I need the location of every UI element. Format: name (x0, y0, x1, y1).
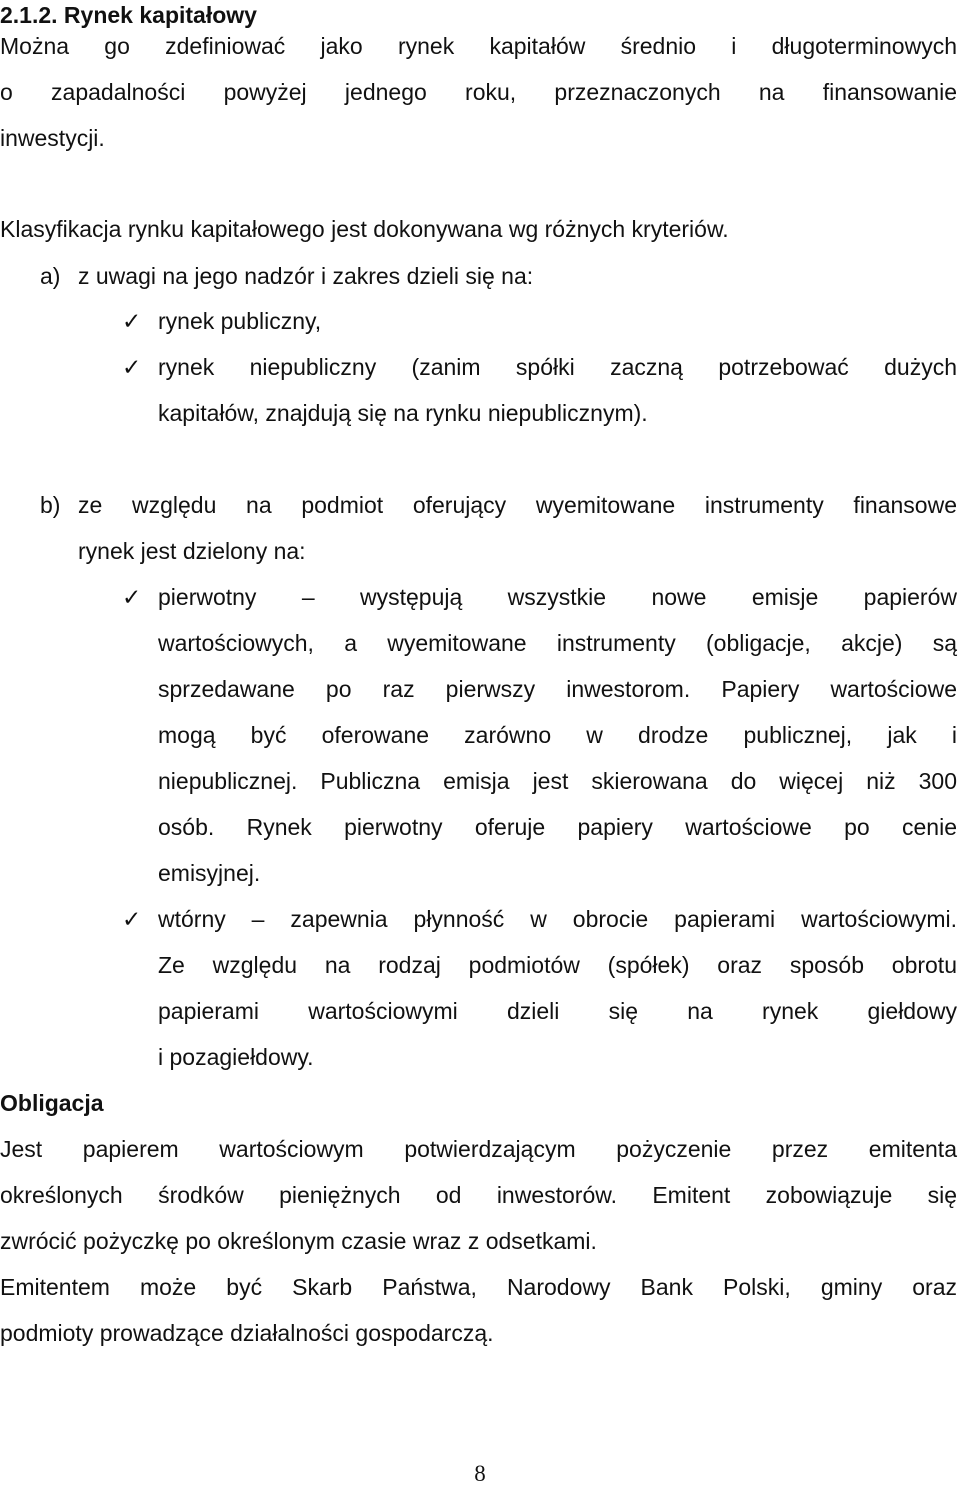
item-b (40, 492, 957, 519)
classification-text: Klasyfikacja rynku kapitałowego jest dokonywana wg różnych kryteriów. (0, 216, 729, 242)
check-icon: ✓ (122, 308, 142, 334)
item-b-text-2: rynek jest dzielony na: (78, 538, 306, 564)
section-heading: 2.1.2. Rynek kapitałowy (0, 2, 257, 28)
obligacja-para2-line-2: podmioty prowadzące działalności gospodarczą. (0, 1320, 494, 1346)
item-b-text: ze względu na podmiot oferujący wyemitowane instrumenty finansowe (78, 492, 957, 518)
item-a (40, 263, 957, 290)
item-a-bullet-1: rynek publiczny, (158, 308, 322, 334)
item-b-label: b) (40, 492, 61, 518)
page-number: 8 (474, 1461, 486, 1486)
item-a-label: a) (40, 263, 61, 289)
item-a-text: z uwagi na jego nadzór i zakres dzieli się na: (78, 263, 534, 289)
item-b-bullet-1-line-3: sprzedawane po raz pierwszy inwestorom. Papiery wartościowe (158, 676, 957, 702)
check-icon: ✓ (122, 584, 142, 610)
item-b-bullet-2-line-1: wtórny – zapewnia płynność w obrocie papierami wartościowymi. (158, 906, 957, 932)
obligacja-para1-line-3: zwrócić pożyczkę po określonym czasie wraz z odsetkami. (0, 1228, 597, 1254)
item-b-bullet-1-line-7: emisyjnej. (158, 860, 261, 886)
item-b-bullet-1-line-5: niepublicznej. Publiczna emisja jest skierowana do więcej niż 300 (158, 768, 957, 794)
item-b-bullet-1-line-2: wartościowych, a wyemitowane instrumenty (obligacje, akcje) są (158, 630, 957, 656)
item-b-bullet-2-line-3: papierami wartościowymi dzieli się na rynek giełdowy (158, 998, 957, 1024)
obligacja-para1-line-2: określonych środków pieniężnych od inwestorów. Emitent zobowiązuje się (0, 1182, 957, 1208)
check-icon: ✓ (122, 354, 142, 380)
obligacja-heading: Obligacja (0, 1090, 104, 1116)
item-b-bullet-2-line-2: Ze względu na rodzaj podmiotów (spółek) oraz sposób obrotu (158, 952, 957, 978)
intro-line-2: o zapadalności powyżej jednego roku, przeznaczonych na finansowanie (0, 79, 957, 105)
item-b-bullet-1-line-4: mogą być oferowane zarówno w drodze publicznej, jak i (158, 722, 957, 748)
obligacja-para1-line-1: Jest papierem wartościowym potwierdzającym pożyczenie przez emitenta (0, 1136, 957, 1162)
item-b-bullet-1-line-1: pierwotny – występują wszystkie nowe emisje papierów (158, 584, 957, 610)
item-b-bullet-2-line-4: i pozagiełdowy. (158, 1044, 314, 1070)
item-b-bullet-1-line-6: osób. Rynek pierwotny oferuje papiery wartościowe po cenie (158, 814, 957, 840)
intro-line-3: inwestycji. (0, 125, 105, 151)
item-a-bullet-2-line-1: rynek niepubliczny (zanim spółki zaczną potrzebować dużych (158, 354, 957, 380)
check-icon: ✓ (122, 906, 142, 932)
item-a-bullet-2-line-2: kapitałów, znajdują się na rynku niepublicznym). (158, 400, 648, 426)
obligacja-para2-line-1: Emitentem może być Skarb Państwa, Narodowy Bank Polski, gminy oraz (0, 1274, 957, 1300)
intro-line-1: Można go zdefiniować jako rynek kapitałów średnio i długoterminowych (0, 33, 957, 59)
